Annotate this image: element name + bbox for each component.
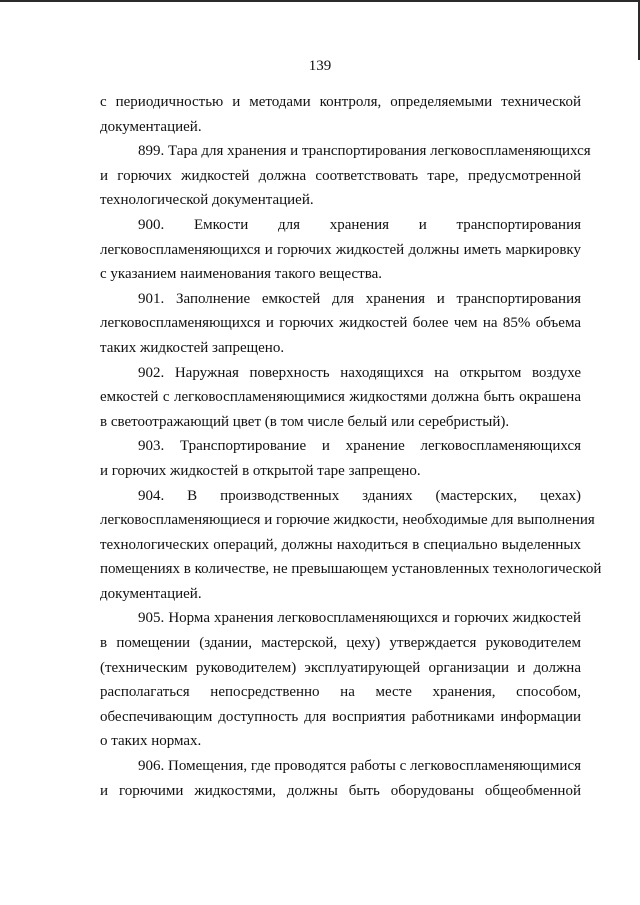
text-line: в помещении (здании, мастерской, цеху) утверждается руководителем: [100, 635, 581, 652]
text-line: с периодичностью и методами контроля, определяемыми технической: [100, 94, 581, 110]
page-number: 139: [308, 58, 332, 74]
scan-edge-top: [0, 0, 640, 2]
paragraph-906: [100, 754, 581, 803]
paragraph-899: [100, 139, 591, 213]
paragraph-904: [100, 484, 602, 607]
paragraph-continuation: [100, 90, 581, 139]
paragraph-902: [100, 361, 581, 435]
text-line: 903. Транспортирование и хранение легковоспламеняющихся: [138, 438, 581, 455]
text-line: и горючих жидкостей в открытой таре запрещено.: [100, 462, 421, 479]
text-line: обеспечивающим доступность для восприятия работниками информации: [100, 708, 581, 725]
text-line: документацией.: [100, 118, 202, 135]
text-line: технологической документацией.: [100, 192, 314, 209]
text-line: 904. В производственных зданиях (мастерских, цехах): [138, 487, 581, 504]
document-body: [100, 90, 602, 803]
text-line: располагаться непосредственно на месте хранения, способом,: [100, 684, 581, 701]
text-line: таких жидкостей запрещено.: [100, 339, 285, 356]
paragraph-900: [100, 213, 581, 287]
text-line: технологических операций, должны находиться в специально выделенных: [100, 536, 581, 553]
text-line: и горючих жидкостей должна соответствовать таре, предусмотренной: [100, 167, 581, 184]
text-line: с указанием наименования такого вещества.: [100, 266, 382, 283]
paragraph-901: [100, 287, 581, 361]
text-line: 905. Норма хранения легковоспламеняющихся и горючих жидкостей: [138, 610, 581, 627]
text-line: 906. Помещения, где проводятся работы с легковоспламеняющимися: [138, 758, 581, 775]
text-line: 901. Заполнение емкостей для хранения и транспортирования: [138, 290, 581, 307]
text-line: легковоспламеняющиеся и горючие жидкости, необходимые для выполнения: [100, 512, 595, 529]
text-line: 902. Наружная поверхность находящихся на открытом воздухе: [138, 364, 581, 381]
text-line: и горючими жидкостями, должны быть оборудованы общеобменной: [100, 782, 581, 799]
text-line: легковоспламеняющихся и горючих жидкостей более чем на 85% объема: [100, 315, 581, 332]
paragraph-905: [100, 606, 581, 754]
text-line: емкостей с легковоспламеняющимися жидкостями должна быть окрашена: [100, 389, 581, 406]
paragraph-903: [100, 434, 581, 483]
text-line: (техническим руководителем) эксплуатирующей организации и должна: [100, 659, 581, 676]
text-line: о таких нормах.: [100, 733, 202, 750]
text-line: помещениях в количестве, не превышающем установленных технологической: [100, 561, 602, 578]
text-line: в светоотражающий цвет (в том числе белый или серебристый).: [100, 413, 510, 430]
text-line: 899. Тара для хранения и транспортирования легковоспламеняющихся: [138, 143, 591, 160]
text-line: легковоспламеняющихся и горючих жидкостей должны иметь маркировку: [100, 241, 581, 258]
text-line: документацией.: [100, 585, 202, 602]
text-line: 900. Емкости для хранения и транспортирования: [138, 216, 581, 233]
